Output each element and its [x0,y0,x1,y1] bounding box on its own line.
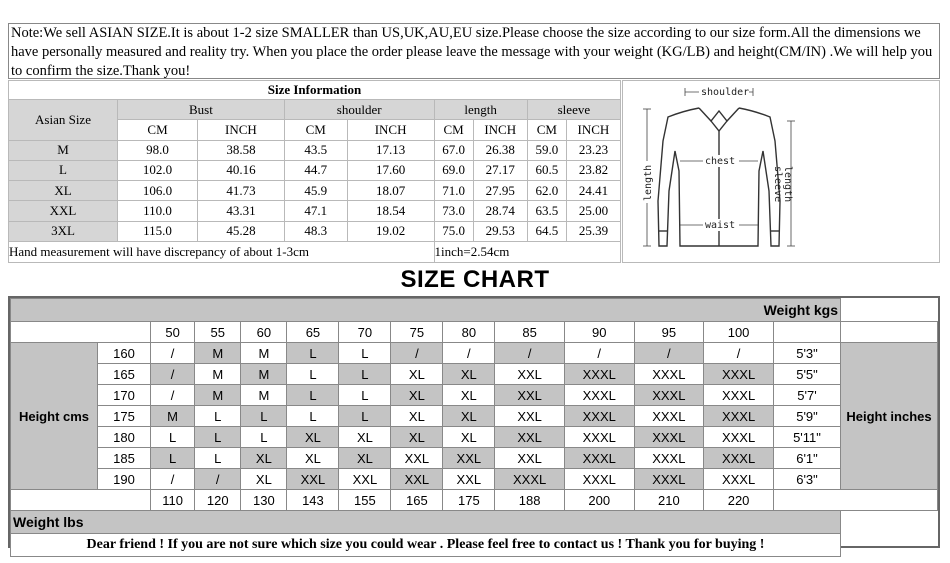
measurement-cell: 60.5 [527,160,566,180]
size-cell: L [339,385,391,406]
height-cm-cell: 165 [98,364,151,385]
size-cell: M [151,406,195,427]
size-cell: XXL [443,469,495,490]
size-cell: L [195,406,241,427]
height-cm-cell: 180 [98,427,151,448]
height-inch-cell: 5'7' [774,385,841,406]
size-cell: XXXL [634,448,704,469]
waist-label: waist [705,220,736,231]
size-label: XXL [9,201,118,221]
size-label: 3XL [9,221,118,241]
size-row [9,221,621,241]
size-cell: XXXL [564,364,634,385]
measurement-cell: 75.0 [434,221,473,241]
unit-header-inch: INCH [198,120,285,140]
unit-header-inch: INCH [473,120,527,140]
weight-lbs-value: 210 [634,490,704,511]
size-cell: XXL [391,469,443,490]
measurement-cell: 69.0 [434,160,473,180]
hand-measurement-note: Hand measurement will have discrepancy of about 1-3cm [9,241,435,262]
size-cell: L [287,364,339,385]
size-cell: XXL [339,469,391,490]
size-cell: XXXL [634,406,704,427]
size-cell: L [339,406,391,427]
measurement-cell: 73.0 [434,201,473,221]
size-cell: XL [391,364,443,385]
blank-cell [774,322,841,343]
weight-kg-header: 80 [443,322,495,343]
weight-lbs-value: 175 [443,490,495,511]
blank-cell [11,490,151,511]
height-cm-cell: 190 [98,469,151,490]
size-chart-title: SIZE CHART [400,266,550,293]
height-inches-label: Height inches [841,343,938,490]
size-cell: / [151,469,195,490]
size-cell: XL [391,427,443,448]
size-cell: XXXL [564,406,634,427]
size-cell: XL [287,427,339,448]
size-row [9,140,621,160]
size-cell: L [339,364,391,385]
size-cell: L [241,406,287,427]
measurement-cell: 48.3 [284,221,347,241]
size-row [9,160,621,180]
size-cell: XL [339,427,391,448]
size-cell: M [195,385,241,406]
height-inch-cell: 5'3" [774,343,841,364]
size-cell: M [195,364,241,385]
size-cell: XL [443,385,495,406]
weight-kgs-label: Weight kgs [11,299,841,322]
size-cell: XXXL [704,406,774,427]
size-cell: XXXL [704,469,774,490]
sleeve-length-label: length [782,166,793,203]
size-chart-row [11,469,938,490]
size-cell: XXL [495,427,565,448]
size-cell: XXL [287,469,339,490]
size-cell: / [564,343,634,364]
size-cell: / [443,343,495,364]
size-chart-row [11,406,938,427]
unit-header-cm: CM [118,120,198,140]
size-cell: XXXL [564,469,634,490]
size-cell: XXL [495,448,565,469]
size-cell: XL [443,406,495,427]
size-cell: L [195,448,241,469]
size-cell: / [195,469,241,490]
blank-cell [11,322,151,343]
size-cell: XXL [495,385,565,406]
size-cell: XXXL [634,427,704,448]
size-cell: M [241,343,287,364]
measurement-cell: 19.02 [347,221,434,241]
measurement-cell: 67.0 [434,140,473,160]
weight-lbs-value: 155 [339,490,391,511]
height-cm-cell: 185 [98,448,151,469]
group-header-sleeve: sleeve [527,100,620,120]
unit-header-cm: CM [434,120,473,140]
group-header-bust: Bust [118,100,285,120]
weight-kg-header: 55 [195,322,241,343]
measurement-cell: 17.60 [347,160,434,180]
measurement-cell: 47.1 [284,201,347,221]
measurement-cell: 17.13 [347,140,434,160]
height-inch-cell: 6'1" [774,448,841,469]
unit-header-cm: CM [527,120,566,140]
size-cell: XXL [495,406,565,427]
size-cell: XXXL [495,469,565,490]
blank-cell [774,490,938,511]
inch-conversion-note: 1inch=2.54cm [434,241,620,262]
blank-cell [841,322,938,343]
measurement-cell: 63.5 [527,201,566,221]
weight-kg-header: 75 [391,322,443,343]
size-cell: XXXL [704,427,774,448]
size-cell: XXXL [564,385,634,406]
weight-lbs-value: 130 [241,490,287,511]
shirt-measurement-diagram [622,80,940,263]
height-cm-cell: 175 [98,406,151,427]
chest-label: chest [705,156,736,167]
size-cell: M [195,343,241,364]
size-cell: XXXL [564,448,634,469]
weight-kg-header: 100 [704,322,774,343]
size-cell: L [287,406,339,427]
size-note: Note:We sell ASIAN SIZE.It is about 1-2 size SMALLER than US,UK,AU,EU size.Please choose the size according to our size form.All the dimensions we have personally measured and reality try. When you place the order please leave the message with your weight (KG/LB) and height(CM/IN) .We will help you to confirm the size.Thank you! [8,23,940,79]
measurement-cell: 38.58 [198,140,285,160]
weight-kg-header: 70 [339,322,391,343]
height-cm-cell: 160 [98,343,151,364]
unit-header-inch: INCH [566,120,620,140]
measurement-cell: 62.0 [527,181,566,201]
measurement-cell: 110.0 [118,201,198,221]
size-cell: L [241,427,287,448]
size-cell: L [151,427,195,448]
weight-lbs-value: 110 [151,490,195,511]
size-cell: / [634,343,704,364]
size-cell: L [287,343,339,364]
measurement-cell: 98.0 [118,140,198,160]
size-cell: L [339,343,391,364]
height-inch-cell: 5'11" [774,427,841,448]
measurement-cell: 106.0 [118,181,198,201]
size-information-table [8,80,621,263]
size-cell: XXXL [564,427,634,448]
measurement-cell: 25.00 [566,201,620,221]
contact-message: Dear friend ! If you are not sure which size you could wear . Please feel free to contact us ! Thank you for buying ! [11,534,841,557]
size-cell: XXXL [704,448,774,469]
size-info-title: Size Information [9,81,621,100]
measurement-cell: 102.0 [118,160,198,180]
measurement-cell: 23.82 [566,160,620,180]
size-row [9,201,621,221]
weight-lbs-value: 188 [495,490,565,511]
size-cell: XXXL [704,364,774,385]
sleeve-label: sleeve [772,166,783,203]
length-label: length [643,164,654,201]
size-row [9,181,621,201]
weight-kg-header: 95 [634,322,704,343]
size-chart-row [11,427,938,448]
weight-kg-header: 50 [151,322,195,343]
asian-size-header: Asian Size [9,100,118,140]
size-cell: XL [443,364,495,385]
size-cell: / [151,343,195,364]
group-header-shoulder: shoulder [284,100,434,120]
size-cell: / [495,343,565,364]
size-cell: XL [391,385,443,406]
size-cell: M [241,385,287,406]
measurement-cell: 26.38 [473,140,527,160]
measurement-cell: 115.0 [118,221,198,241]
size-chart-row [11,448,938,469]
measurement-cell: 44.7 [284,160,347,180]
measurement-cell: 43.31 [198,201,285,221]
size-cell: XXL [391,448,443,469]
weight-lbs-value: 200 [564,490,634,511]
weight-kg-header: 65 [287,322,339,343]
size-chart-table [10,298,938,557]
height-inch-cell: 5'9" [774,406,841,427]
size-cell: L [151,448,195,469]
size-cell: M [241,364,287,385]
measurement-cell: 45.9 [284,181,347,201]
weight-lbs-value: 220 [704,490,774,511]
size-cell: L [287,385,339,406]
size-cell: / [151,385,195,406]
size-cell: / [704,343,774,364]
unit-header-inch: INCH [347,120,434,140]
size-chart-row [11,364,938,385]
size-cell: XXL [443,448,495,469]
measurement-cell: 23.23 [566,140,620,160]
shoulder-label: shoulder [701,87,750,98]
measurement-cell: 43.5 [284,140,347,160]
size-cell: XXXL [634,364,704,385]
size-cell: L [195,427,241,448]
measurement-cell: 41.73 [198,181,285,201]
group-header-length: length [434,100,527,120]
size-chart [8,296,940,552]
unit-header-cm: CM [284,120,347,140]
measurement-cell: 18.07 [347,181,434,201]
weight-kg-header: 90 [564,322,634,343]
measurement-cell: 24.41 [566,181,620,201]
size-cell: XL [241,469,287,490]
measurement-cell: 40.16 [198,160,285,180]
size-cell: XXXL [704,385,774,406]
size-label: L [9,160,118,180]
height-cm-cell: 170 [98,385,151,406]
size-cell: / [151,364,195,385]
measurement-cell: 45.28 [198,221,285,241]
size-label: XL [9,181,118,201]
size-cell: XL [241,448,287,469]
weight-lbs-label: Weight lbs [11,511,841,534]
weight-lbs-value: 120 [195,490,241,511]
size-cell: XL [443,427,495,448]
weight-kg-header: 60 [241,322,287,343]
size-chart-row [11,343,938,364]
size-cell: XXL [495,364,565,385]
measurement-cell: 59.0 [527,140,566,160]
measurement-cell: 71.0 [434,181,473,201]
measurement-cell: 25.39 [566,221,620,241]
measurement-cell: 27.17 [473,160,527,180]
measurement-cell: 18.54 [347,201,434,221]
size-cell: / [391,343,443,364]
weight-lbs-value: 165 [391,490,443,511]
measurement-cell: 28.74 [473,201,527,221]
size-cell: XXXL [634,469,704,490]
size-chart-row [11,385,938,406]
height-inch-cell: 6'3" [774,469,841,490]
measurement-cell: 27.95 [473,181,527,201]
height-inch-cell: 5'5" [774,364,841,385]
size-cell: XL [391,406,443,427]
weight-lbs-value: 143 [287,490,339,511]
measurement-cell: 29.53 [473,221,527,241]
weight-kg-header: 85 [495,322,565,343]
measurement-cell: 64.5 [527,221,566,241]
height-cms-label: Height cms [11,343,98,490]
size-cell: XL [287,448,339,469]
size-cell: XL [339,448,391,469]
size-cell: XXXL [634,385,704,406]
size-label: M [9,140,118,160]
